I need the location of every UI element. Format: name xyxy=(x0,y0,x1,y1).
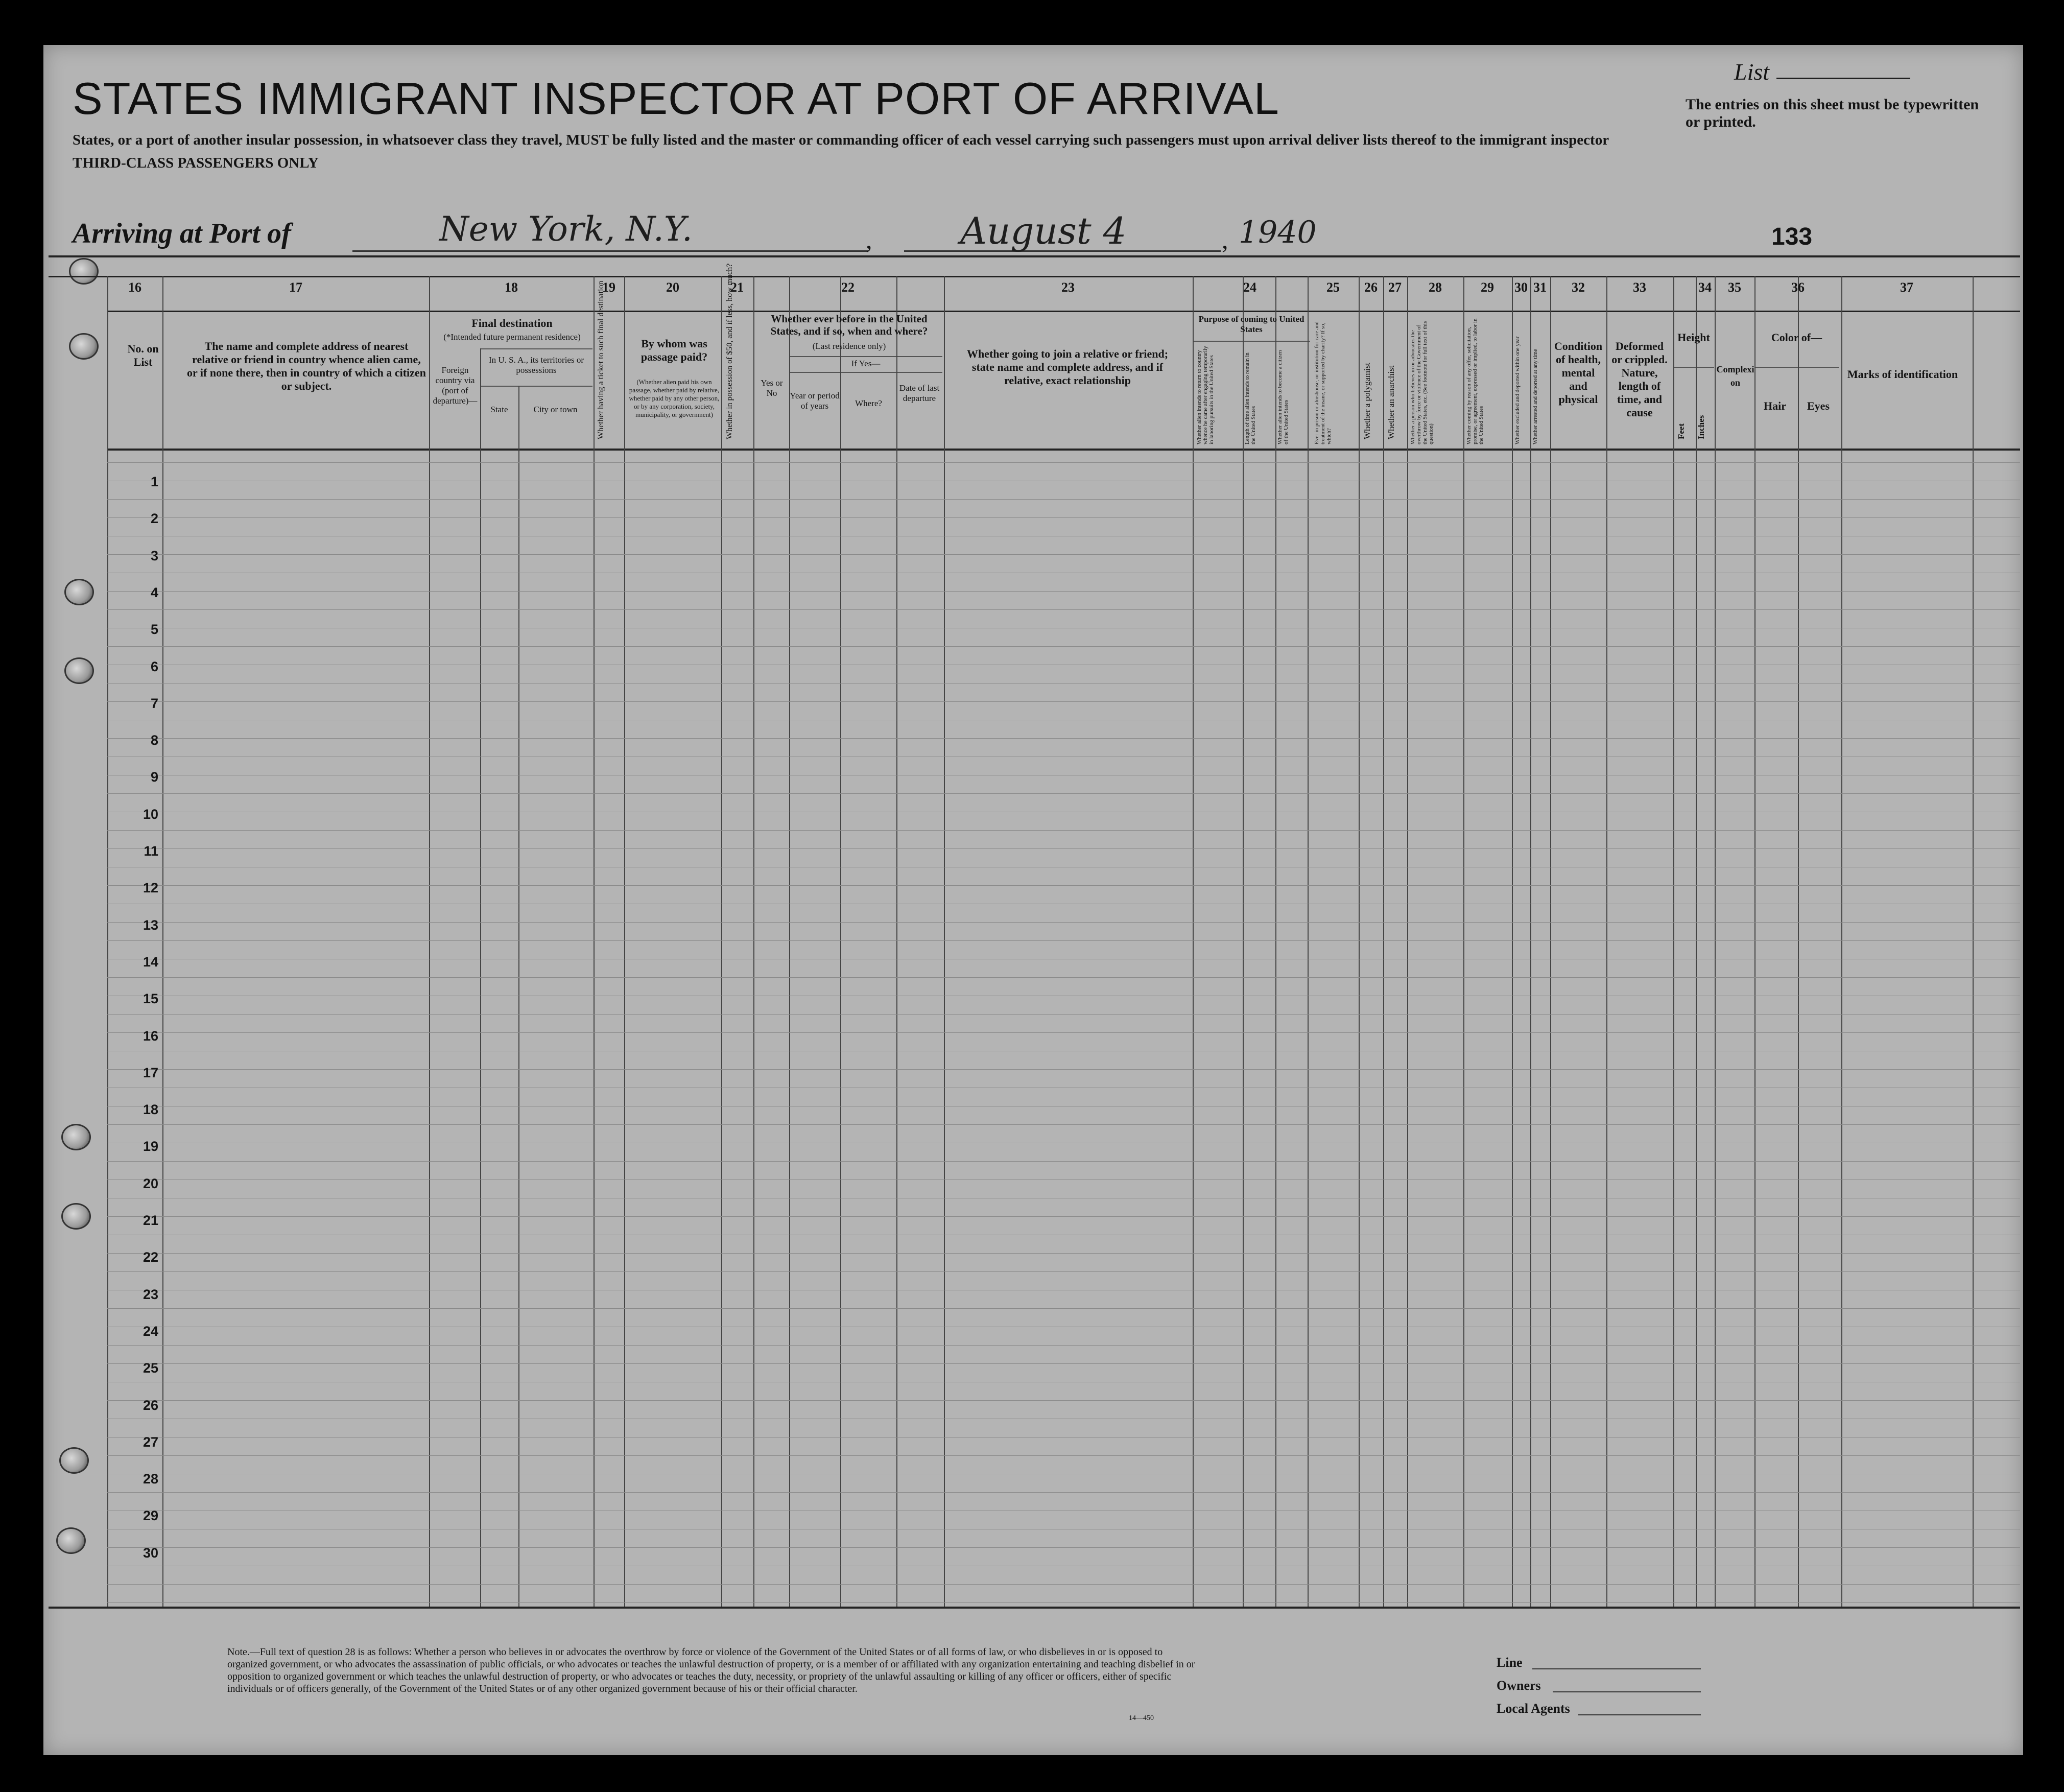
row-rule xyxy=(107,1161,2020,1162)
row-rule xyxy=(107,1124,2020,1125)
row-number: 12 xyxy=(143,880,158,896)
header-polygamist: Whether a polygamist xyxy=(1362,362,1372,439)
column-rule xyxy=(162,276,163,1607)
row-number: 14 xyxy=(143,954,158,970)
column-rule xyxy=(1463,276,1464,1607)
header-join-relative: Whether going to join a relative or friend; state name and complete address, and if relative, exact relationship xyxy=(966,347,1169,387)
column-number: 23 xyxy=(1061,280,1075,295)
column-rule xyxy=(1407,276,1408,1607)
column-number: 37 xyxy=(1900,280,1913,295)
header-passage-paid: By whom was passage paid? xyxy=(640,337,708,363)
header-excluded: Whether excluded and deported within one year xyxy=(1514,336,1521,444)
rule-top xyxy=(49,255,2020,257)
list-number-line xyxy=(1776,78,1910,79)
row-number: 10 xyxy=(143,806,158,822)
row-number: 22 xyxy=(143,1249,158,1265)
row-rule xyxy=(107,1455,2020,1456)
column-number: 19 xyxy=(602,280,615,295)
line-label: Line xyxy=(1497,1655,1523,1670)
column-rule xyxy=(1193,276,1194,1607)
column-number: 35 xyxy=(1728,280,1741,295)
column-rule xyxy=(1696,276,1697,1607)
row-rule xyxy=(107,1271,2020,1272)
header-period: Year or period of years xyxy=(790,391,840,411)
row-number: 16 xyxy=(143,1028,158,1044)
sheet-number: 133 xyxy=(1771,223,1813,250)
row-number: 3 xyxy=(150,548,158,563)
rule-c34-sub xyxy=(1673,367,1714,368)
row-number: 23 xyxy=(143,1286,158,1302)
header-final-destination: Final destination xyxy=(471,317,553,329)
column-number: 34 xyxy=(1698,280,1712,295)
header-return-intent: Whether alien intends to return to country whence he came after engaging temporarily in laboring pursuits in the United States xyxy=(1196,346,1215,444)
column-number: 20 xyxy=(666,280,679,295)
row-rule xyxy=(107,1602,2020,1603)
row-rule xyxy=(107,1492,2020,1493)
binder-hole xyxy=(64,579,94,605)
row-rule xyxy=(107,1216,2020,1217)
column-rule xyxy=(896,276,897,1607)
rule-c22-sub2 xyxy=(789,372,942,373)
row-number: 17 xyxy=(143,1065,158,1080)
column-rule xyxy=(429,276,430,1607)
row-number: 13 xyxy=(143,917,158,933)
header-health: Condition of health, mental and physical xyxy=(1554,340,1603,406)
row-number: 19 xyxy=(143,1139,158,1154)
header-passage-note: (Whether alien paid his own passage, whether paid by relative, whether paid by any other person, or by any corporation, society, municipality, or government) xyxy=(629,378,720,418)
header-marks: Marks of identification xyxy=(1847,368,1958,381)
port-handwritten: New York, N.Y. xyxy=(439,209,693,249)
row-number: 1 xyxy=(150,474,158,489)
row-rule xyxy=(107,646,2020,647)
comma-1: , xyxy=(866,225,872,254)
row-rule xyxy=(107,1547,2020,1548)
column-rule xyxy=(721,276,722,1607)
row-rule xyxy=(107,591,2020,592)
column-number: 16 xyxy=(128,280,141,295)
header-city-town: City or town xyxy=(533,405,578,414)
column-rule xyxy=(1530,276,1531,1607)
column-number: 26 xyxy=(1364,280,1378,295)
column-rule xyxy=(594,276,595,1607)
row-rule xyxy=(107,922,2020,923)
row-rule xyxy=(107,848,2020,849)
column-number: 30 xyxy=(1514,280,1528,295)
header-where: Where? xyxy=(855,398,882,408)
column-rule xyxy=(753,276,754,1607)
binder-hole xyxy=(69,258,99,285)
header-state: State xyxy=(490,405,508,414)
column-number: 29 xyxy=(1481,280,1494,295)
binder-hole xyxy=(64,657,94,684)
header-last-residence: (Last residence only) xyxy=(812,341,886,351)
header-hair: Hair xyxy=(1764,399,1786,412)
binder-hole xyxy=(61,1124,91,1150)
header-eyes: Eyes xyxy=(1807,399,1830,412)
row-number: 8 xyxy=(150,733,158,748)
header-deformed: Deformed or crippled. Nature, length of time, and cause xyxy=(1611,340,1668,419)
header-feet: Feet xyxy=(1676,423,1686,439)
header-ticket: Whether having a ticket to such final destination xyxy=(597,280,605,439)
header-fifty-dollars: Whether in possession of $50, and if less, how much? xyxy=(725,263,734,439)
binder-hole xyxy=(56,1527,86,1554)
row-rule xyxy=(107,885,2020,886)
row-rule xyxy=(107,1584,2020,1585)
column-rule xyxy=(1308,276,1309,1607)
row-number: 15 xyxy=(143,991,158,1007)
rule-header-bottom xyxy=(107,449,2020,451)
page-title: STATES IMMIGRANT INSPECTOR AT PORT OF ARRIVAL xyxy=(73,73,1279,124)
column-number: 33 xyxy=(1633,280,1646,295)
column-rule xyxy=(1715,276,1716,1607)
row-number: 24 xyxy=(143,1323,158,1339)
manifest-sheet xyxy=(43,45,2023,1755)
column-rule xyxy=(1798,276,1799,1607)
header-complexion: Complexion xyxy=(1716,364,1754,388)
column-number: 32 xyxy=(1572,280,1585,295)
column-rule xyxy=(1673,276,1674,1607)
header-color-of: Color of— xyxy=(1771,331,1822,344)
column-rule xyxy=(1841,276,1842,1607)
header-foreign-country: Foreign country via (port of departure)— xyxy=(433,365,478,406)
header-final-destination-note: (*Intended future permanent residence) xyxy=(443,332,581,342)
header-height: Height xyxy=(1677,331,1710,344)
column-number: 18 xyxy=(505,280,518,295)
rule-c18-sub2 xyxy=(480,386,592,387)
binder-hole xyxy=(69,333,99,360)
rule-c18-sub xyxy=(480,348,592,349)
footnote-question-28: Note.—Full text of question 28 is as follows: Whether a person who believes in or advocates the overthrow by force or violence of the Government of the United States or of all forms of law, or who disbelieves in or is opposed to organized government, or who advocates the assassination of public officials, or who advocates or teaches the unlawful destruction of property, or is a member of or affiliated with any organization entertaining and teaching disbelief in or opposition to organized government or which teaches the unlawful destruction of property, or who advocates or teaches the duty, necessity, or propriety of the unlawful assaulting or killing of any officer or officers, either of specific individuals or of officers generally, of the Government of the United States or of any other organized government because of his or their official character. xyxy=(227,1646,1195,1694)
row-rule xyxy=(107,1014,2020,1015)
subcolumn-rule xyxy=(518,386,519,1607)
row-rule xyxy=(107,1345,2020,1346)
row-number: 27 xyxy=(143,1434,158,1450)
header-anarchist: Whether an anarchist xyxy=(1386,365,1396,439)
header-arrested: Whether arrested and deported at any time xyxy=(1532,349,1538,444)
column-rule xyxy=(1359,276,1360,1607)
row-number: 4 xyxy=(150,584,158,600)
column-number: 28 xyxy=(1429,280,1442,295)
header-if-yes: If Yes— xyxy=(851,359,881,368)
column-rule xyxy=(1606,276,1607,1607)
column-rule xyxy=(1754,276,1755,1607)
year-handwritten: 1940 xyxy=(1239,215,1317,250)
row-number: 9 xyxy=(150,769,158,785)
page-subtitle: States, or a port of another insular possession, in whatsoever class they travel, MUST be fully listed and the master or commanding officer of each vessel carrying such passengers must upon arrival deliver lists thereof to the immigrant inspector xyxy=(73,132,1609,148)
row-number: 26 xyxy=(143,1397,158,1413)
local-agents-label: Local Agents xyxy=(1497,1701,1570,1716)
header-prison: Ever in prison or almshouse, or institution for care and treatment of the insane, or supported by charity? If so, which? xyxy=(1314,321,1332,444)
row-number: 29 xyxy=(143,1508,158,1524)
header-citizen-intent: Whether alien intends to become a citizen of the United States xyxy=(1277,350,1289,444)
column-rule xyxy=(1383,276,1384,1607)
local-agents-field xyxy=(1578,1714,1701,1715)
row-rule xyxy=(107,1069,2020,1070)
binder-hole xyxy=(61,1203,91,1230)
row-rule xyxy=(107,1363,2020,1364)
row-number: 6 xyxy=(150,658,158,674)
row-rule xyxy=(107,609,2020,610)
row-number: 20 xyxy=(143,1175,158,1191)
column-rule xyxy=(944,276,945,1607)
row-number: 7 xyxy=(150,695,158,711)
column-number: 21 xyxy=(730,280,744,295)
header-nearest-relative: The name and complete address of nearest relative or friend in country whence alien came, or if none there, then in country of which a citizen or subject. xyxy=(187,340,426,392)
header-purpose: Purpose of coming to United States xyxy=(1198,314,1304,334)
column-number: 17 xyxy=(289,280,302,295)
port-line xyxy=(352,250,868,252)
row-rule xyxy=(107,793,2020,794)
header-no-on-list: No. on List xyxy=(127,342,159,368)
column-rule xyxy=(840,276,841,1607)
entries-note: The entries on this sheet must be typewritten or printed. xyxy=(1686,96,1979,130)
row-rule xyxy=(107,499,2020,500)
comma-2: , xyxy=(1222,225,1228,254)
column-number: 22 xyxy=(841,280,855,295)
rule-colnums-top xyxy=(49,276,2020,277)
row-number: 2 xyxy=(150,511,158,527)
row-number: 5 xyxy=(150,622,158,638)
column-number: 27 xyxy=(1388,280,1402,295)
line-field xyxy=(1532,1668,1701,1669)
owners-label: Owners xyxy=(1497,1678,1541,1693)
column-rule xyxy=(1243,276,1244,1607)
row-rule xyxy=(107,977,2020,978)
column-rule xyxy=(624,276,625,1607)
row-rule xyxy=(107,1253,2020,1254)
arriving-label: Arriving at Port of xyxy=(73,218,291,249)
column-number: 24 xyxy=(1243,280,1256,295)
column-number: 31 xyxy=(1533,280,1547,295)
header-length-stay: Length of time alien intends to remain in the United States xyxy=(1244,352,1256,444)
column-number: 25 xyxy=(1326,280,1340,295)
header-ever-before: Whether ever before in the United States, and if so, when and where? xyxy=(770,313,928,337)
column-rule xyxy=(789,276,790,1607)
row-rule xyxy=(107,701,2020,702)
row-number: 18 xyxy=(143,1102,158,1118)
row-number: 11 xyxy=(144,843,158,859)
header-in-usa: In U. S. A., its territories or possessions xyxy=(488,355,584,375)
header-labor-offer: Whether coming by reason of any offer, solicitation, promise, or agreement, expressed or implied, to labor in the United States xyxy=(1466,318,1484,444)
row-rule xyxy=(107,462,2020,463)
date-handwritten: August 4 xyxy=(960,209,1127,252)
column-rule xyxy=(1973,276,1974,1607)
rule-table-bottom xyxy=(49,1607,2020,1609)
row-rule xyxy=(107,554,2020,555)
column-rule xyxy=(107,276,108,1607)
list-label: List xyxy=(1734,59,1770,85)
row-rule xyxy=(107,517,2020,518)
header-inches: Inches xyxy=(1696,415,1706,439)
row-rule xyxy=(107,1308,2020,1309)
row-rule xyxy=(107,830,2020,831)
rule-c22-sub xyxy=(789,356,942,357)
row-number: 30 xyxy=(143,1545,158,1561)
header-overthrow: Whether a person who believes in or advocates the overthrow by force or violence of the Government of the United States, etc. (See footnote for full text of this question) xyxy=(1410,321,1434,444)
header-yes-no: Yes or No xyxy=(761,378,783,398)
binder-hole xyxy=(59,1447,89,1474)
row-rule xyxy=(107,738,2020,739)
row-number: 28 xyxy=(143,1471,158,1487)
row-number: 25 xyxy=(143,1360,158,1376)
column-number: 36 xyxy=(1791,280,1805,295)
header-last-departure: Date of last departure xyxy=(899,383,940,403)
column-rule xyxy=(1550,276,1551,1607)
rule-colnums-bottom xyxy=(107,311,2020,312)
form-code: 14—450 xyxy=(1129,1714,1154,1722)
row-number: 21 xyxy=(143,1213,158,1228)
column-rule xyxy=(1512,276,1513,1607)
rule-c24-sub xyxy=(1193,341,1310,342)
row-rule xyxy=(107,940,2020,941)
row-rule xyxy=(107,1400,2020,1401)
row-rule xyxy=(107,1032,2020,1033)
class-note: THIRD-CLASS PASSENGERS ONLY xyxy=(73,155,319,171)
column-rule xyxy=(1275,276,1276,1607)
owners-field xyxy=(1553,1691,1701,1692)
rule-c36-sub xyxy=(1754,367,1839,368)
